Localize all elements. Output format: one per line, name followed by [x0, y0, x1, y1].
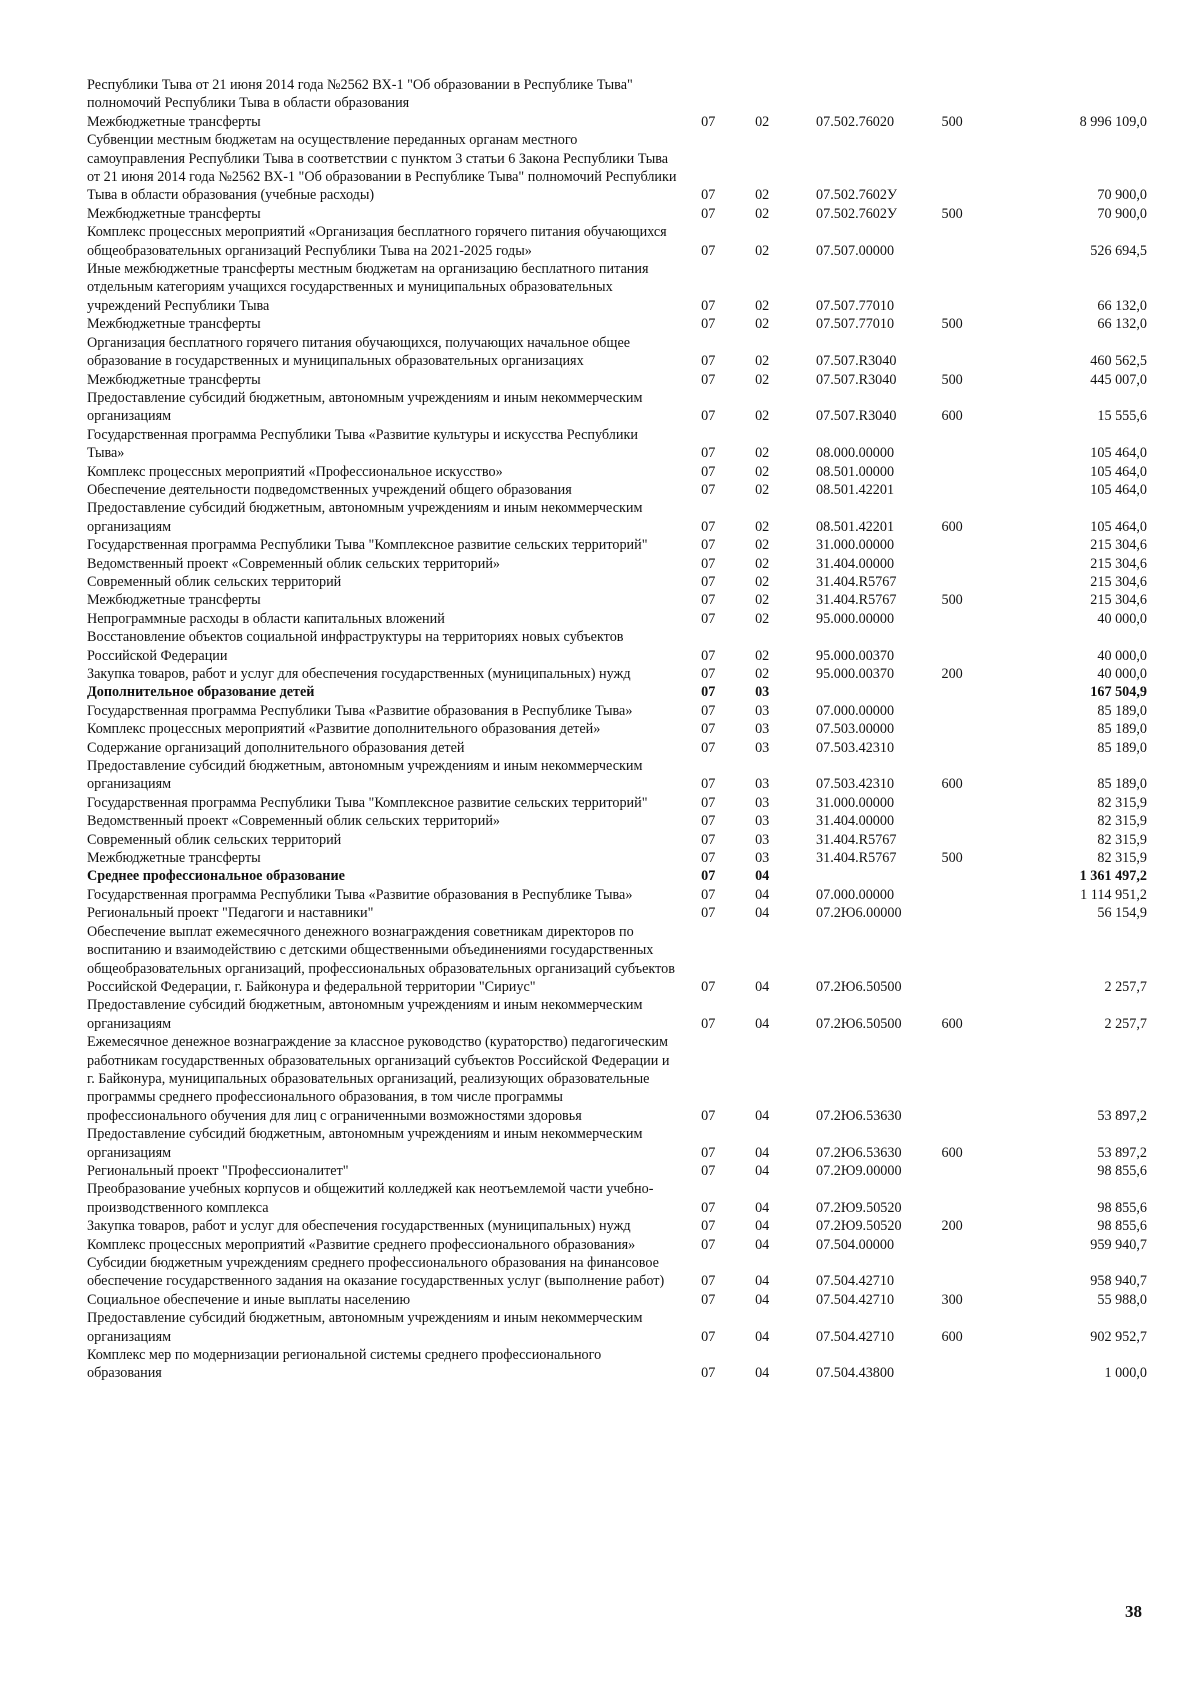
row-target-code: 07.507.77010 — [816, 297, 895, 314]
row-amount: 40 000,0 — [1097, 666, 1147, 682]
row-section: 07 — [701, 1291, 716, 1308]
row-amount: 66 132,0 — [1097, 316, 1147, 333]
row-amount: 526 694,5 — [1090, 242, 1147, 259]
row-section: 07 — [701, 739, 716, 756]
row-section: 07 — [701, 445, 716, 462]
row-name: Преобразование учебных корпусов и общежитий колледжей как неотъемлемой части учебно-производственного комплекса — [87, 1181, 654, 1216]
row-section: 07 — [701, 868, 716, 885]
row-subsection: 02 — [755, 113, 770, 130]
row-section: 07 — [701, 702, 716, 719]
row-amount: 66 132,0 — [1097, 297, 1147, 314]
table-row — [87, 371, 1147, 389]
row-name: Закупка товаров, работ и услуг для обеспечения государственных (муниципальных) нужд — [87, 666, 631, 682]
row-section: 07 — [701, 463, 716, 480]
row-section: 07 — [701, 813, 716, 830]
row-expense-type: 500 — [941, 205, 963, 222]
row-name: Социальное обеспечение и иные выплаты населению — [87, 1291, 411, 1308]
row-section: 07 — [701, 205, 716, 222]
row-subsection: 04 — [755, 1218, 770, 1235]
row-subsection: 02 — [755, 187, 770, 204]
row-section: 07 — [701, 721, 716, 738]
row-subsection: 02 — [755, 463, 770, 480]
row-amount: 105 464,0 — [1090, 445, 1147, 462]
row-target-code: 08.501.42201 — [816, 481, 895, 498]
row-expense-type: 500 — [941, 850, 963, 867]
table-row — [87, 1309, 1147, 1346]
row-amount: 1 114 951,2 — [1080, 886, 1147, 903]
table-row — [87, 812, 1147, 830]
row-name: Государственная программа Республики Тыва «Развитие образования в Республике Тыва» — [87, 886, 633, 903]
row-amount: 82 315,9 — [1097, 831, 1147, 848]
row-section: 07 — [701, 794, 716, 811]
row-name: Современный облик сельских территорий — [87, 573, 342, 590]
row-amount: 2 257,7 — [1104, 1015, 1147, 1032]
row-amount: 82 315,9 — [1097, 850, 1147, 867]
row-section: 07 — [701, 187, 716, 204]
row-target-code: 31.404.00000 — [816, 555, 895, 572]
row-subsection: 03 — [755, 721, 770, 738]
row-expense-type: 600 — [941, 408, 963, 425]
table-row — [87, 831, 1147, 849]
row-subsection: 02 — [755, 647, 770, 664]
row-target-code: 08.501.00000 — [816, 463, 895, 480]
row-subsection: 04 — [755, 1107, 770, 1124]
row-subsection: 02 — [755, 408, 770, 425]
row-subsection: 02 — [755, 573, 770, 590]
row-expense-type: 500 — [941, 592, 963, 609]
row-target-code: 07.000.00000 — [816, 702, 895, 719]
row-section: 07 — [701, 1107, 716, 1124]
row-target-code: 07.507.R3040 — [816, 371, 897, 388]
row-section: 07 — [701, 1162, 716, 1179]
row-target-code: 95.000.00370 — [816, 647, 895, 664]
row-amount: 53 897,2 — [1097, 1144, 1147, 1161]
row-name: Государственная программа Республики Тыва «Развитие образования в Республике Тыва» — [87, 702, 633, 719]
row-target-code: 31.000.00000 — [816, 794, 895, 811]
row-target-code: 07.2Ю9.00000 — [816, 1162, 902, 1179]
row-target-code: 07.507.R3040 — [816, 408, 897, 425]
row-subsection: 02 — [755, 205, 770, 222]
row-subsection: 04 — [755, 1365, 770, 1382]
row-section: 07 — [701, 831, 716, 848]
row-amount: 105 464,0 — [1090, 481, 1147, 498]
row-amount: 8 996 109,0 — [1079, 113, 1147, 130]
row-target-code: 07.2Ю9.50520 — [816, 1199, 902, 1216]
row-amount: 56 154,9 — [1097, 905, 1147, 922]
row-name: Субвенции местным бюджетам на осуществление переданных органам местного самоуправления Республики Тыва в соответствии с пунктом 3 статьи 6 Закона Республики Тыва от 21 июня 2014 года №2562 ВХ-1 "Об образовании в Республике Тыва" полномочий Республики Тыва в области образования (учебные расходы) — [87, 132, 677, 204]
row-amount: 55 988,0 — [1097, 1291, 1147, 1308]
table-row — [87, 536, 1147, 554]
row-amount: 70 900,0 — [1097, 187, 1147, 204]
row-target-code: 07.504.43800 — [816, 1365, 895, 1382]
row-name: Иные межбюджетные трансферты местным бюджетам на организацию бесплатного питания отдельным категориям учащихся государственных и муниципальных образовательных учреждений Республики Тыва — [87, 261, 649, 314]
row-name: Дополнительное образование детей — [87, 684, 315, 701]
row-name: Обеспечение выплат ежемесячного денежного вознаграждения советникам директоров по воспитанию и взаимодействию с детскими общественными объединениями государственных общеобразовательных организаций, профессиональных образовательных организаций субъектов Российской Федерации, г. Байконура и федеральной территории "Сириус" — [87, 923, 675, 995]
table-row — [87, 223, 1147, 260]
row-amount: 15 555,6 — [1097, 408, 1147, 425]
row-amount: 40 000,0 — [1097, 610, 1147, 627]
row-section: 07 — [701, 905, 716, 922]
table-row — [87, 886, 1147, 904]
table-row — [87, 1033, 1147, 1125]
row-amount: 215 304,6 — [1090, 537, 1147, 554]
row-subsection: 04 — [755, 1144, 770, 1161]
row-section: 07 — [701, 316, 716, 333]
row-subsection: 04 — [755, 886, 770, 903]
row-target-code: 31.404.R5767 — [816, 831, 897, 848]
row-name: Комплекс процессных мероприятий «Развитие дополнительного образования детей» — [87, 721, 601, 738]
row-subsection: 02 — [755, 555, 770, 572]
row-expense-type: 600 — [941, 1328, 963, 1345]
row-name: Региональный проект "Профессионалитет" — [87, 1162, 349, 1179]
row-amount: 85 189,0 — [1097, 776, 1147, 793]
row-name: Предоставление субсидий бюджетным, автономным учреждениям и иным некоммерческим организациям — [87, 500, 643, 535]
row-section: 07 — [701, 1015, 716, 1032]
table-row — [87, 1254, 1147, 1291]
row-target-code: 07.503.00000 — [816, 721, 895, 738]
table-row — [87, 739, 1147, 757]
row-amount: 82 315,9 — [1097, 813, 1147, 830]
row-name: Предоставление субсидий бюджетным, автономным учреждениям и иным некоммерческим организациям — [87, 389, 643, 425]
table-row — [87, 628, 1147, 665]
row-subsection: 02 — [755, 316, 770, 333]
row-amount: 445 007,0 — [1090, 371, 1147, 388]
row-amount: 1 000,0 — [1104, 1365, 1147, 1382]
row-amount: 959 940,7 — [1090, 1236, 1147, 1253]
row-subsection: 02 — [755, 353, 770, 370]
row-target-code: 31.404.R5767 — [816, 573, 897, 590]
table-row — [87, 1162, 1147, 1180]
table-row — [87, 665, 1147, 683]
row-subsection: 02 — [755, 242, 770, 259]
row-expense-type: 600 — [941, 1144, 963, 1161]
row-subsection: 02 — [755, 371, 770, 388]
row-subsection: 04 — [755, 1291, 770, 1308]
row-amount: 215 304,6 — [1090, 573, 1147, 590]
row-section: 07 — [701, 537, 716, 554]
row-target-code: 31.404.R5767 — [816, 850, 897, 867]
row-subsection: 02 — [755, 518, 770, 535]
row-expense-type: 300 — [941, 1291, 963, 1308]
row-section: 07 — [701, 647, 716, 664]
row-amount: 85 189,0 — [1097, 702, 1147, 719]
row-name: Восстановление объектов социальной инфраструктуры на территориях новых субъектов Российской Федерации — [87, 629, 624, 664]
table-row — [87, 1180, 1147, 1217]
row-section: 07 — [701, 242, 716, 259]
row-target-code: 07.503.42310 — [816, 776, 895, 793]
row-subsection: 02 — [755, 481, 770, 498]
table-row — [87, 555, 1147, 573]
row-amount: 98 855,6 — [1097, 1162, 1147, 1179]
row-expense-type: 500 — [941, 113, 963, 130]
row-target-code: 07.502.7602У — [816, 187, 898, 204]
row-expense-type: 600 — [941, 518, 963, 535]
row-target-code: 07.2Ю6.00000 — [816, 905, 902, 922]
table-row — [87, 205, 1147, 223]
row-name: Субсидии бюджетным учреждениям среднего профессионального образования на финансовое обеспечение государственного задания на оказание государственных услуг (выполнение работ) — [87, 1255, 665, 1290]
row-target-code: 31.404.R5767 — [816, 592, 897, 609]
row-subsection: 02 — [755, 445, 770, 462]
row-subsection: 03 — [755, 702, 770, 719]
row-name: Межбюджетные трансферты — [87, 850, 261, 867]
row-name: Государственная программа Республики Тыва "Комплексное развитие сельских территорий" — [87, 794, 648, 811]
row-target-code: 07.504.42710 — [816, 1291, 895, 1308]
row-section: 07 — [701, 353, 716, 370]
row-target-code: 07.504.42710 — [816, 1328, 895, 1345]
row-section: 07 — [701, 371, 716, 388]
row-name: Предоставление субсидий бюджетным, автономным учреждениям и иным некоммерческим организациям — [87, 997, 643, 1032]
row-section: 07 — [701, 1236, 716, 1253]
row-subsection: 04 — [755, 1236, 770, 1253]
row-target-code: 31.000.00000 — [816, 537, 895, 554]
row-target-code: 07.502.76020 — [816, 113, 895, 130]
row-name: Закупка товаров, работ и услуг для обеспечения государственных (муниципальных) нужд — [87, 1218, 631, 1235]
row-subsection: 04 — [755, 1199, 770, 1216]
table-row — [87, 463, 1147, 481]
row-amount: 53 897,2 — [1097, 1107, 1147, 1124]
table-row — [87, 76, 1147, 113]
table-row — [87, 481, 1147, 499]
row-section: 07 — [701, 1218, 716, 1235]
row-subsection: 04 — [755, 1273, 770, 1290]
row-target-code: 07.507.77010 — [816, 316, 895, 333]
row-section: 07 — [701, 555, 716, 572]
row-section: 07 — [701, 573, 716, 590]
table-row — [87, 702, 1147, 720]
table-row — [87, 923, 1147, 997]
row-target-code: 07.2Ю6.50500 — [816, 978, 902, 995]
row-name: Государственная программа Республики Тыва «Развитие культуры и искусства Республики Тыва» — [87, 426, 638, 462]
row-section: 07 — [701, 850, 716, 867]
row-target-code: 07.2Ю6.53630 — [816, 1144, 902, 1161]
page-number: 38 — [1125, 1602, 1142, 1621]
row-section: 07 — [701, 886, 716, 903]
row-section: 07 — [701, 1199, 716, 1216]
row-amount: 2 257,7 — [1104, 978, 1147, 995]
row-subsection: 04 — [755, 905, 770, 922]
row-name: Комплекс процессных мероприятий «Профессиональное искусство» — [87, 463, 503, 480]
row-target-code: 07.000.00000 — [816, 886, 895, 903]
row-subsection: 04 — [755, 1162, 770, 1179]
table-row — [87, 389, 1147, 426]
table-row — [87, 904, 1147, 922]
row-subsection: 04 — [755, 868, 770, 885]
row-target-code: 95.000.00000 — [816, 610, 895, 627]
row-name: Содержание организаций дополнительного образования детей — [87, 739, 465, 756]
row-section: 07 — [701, 518, 716, 535]
row-amount: 215 304,6 — [1090, 592, 1147, 609]
row-subsection: 03 — [755, 776, 770, 793]
row-name: Предоставление субсидий бюджетным, автономным учреждениям и иным некоммерческим организациям — [87, 758, 643, 793]
row-target-code: 08.501.42201 — [816, 518, 895, 535]
row-target-code: 07.2Ю6.50500 — [816, 1015, 902, 1032]
row-amount: 70 900,0 — [1097, 205, 1147, 222]
row-target-code: 07.504.42710 — [816, 1273, 895, 1290]
row-target-code: 07.503.42310 — [816, 739, 895, 756]
row-name: Ведомственный проект «Современный облик сельских территорий» — [87, 555, 501, 572]
row-subsection: 03 — [755, 831, 770, 848]
row-name: Межбюджетные трансферты — [87, 113, 261, 130]
row-name: Предоставление субсидий бюджетным, автономным учреждениям и иным некоммерческим организациям — [87, 1126, 643, 1161]
row-subsection: 03 — [755, 850, 770, 867]
table-row — [87, 573, 1147, 591]
row-name: Республики Тыва от 21 июня 2014 года №2562 ВХ-1 "Об образовании в Республике Тыва" полномочий Республики Тыва в области образования — [87, 77, 633, 112]
row-name: Региональный проект "Педагоги и наставники" — [87, 905, 374, 922]
row-name: Предоставление субсидий бюджетным, автономным учреждениям и иным некоммерческим организациям — [87, 1310, 643, 1345]
row-name: Организация бесплатного горячего питания обучающихся, получающих начальное общее образование в государственных и муниципальных образовательных организациях — [87, 334, 631, 370]
row-section: 07 — [701, 297, 716, 314]
row-section: 07 — [701, 408, 716, 425]
row-amount: 105 464,0 — [1090, 463, 1147, 480]
row-expense-type: 500 — [941, 371, 963, 388]
row-section: 07 — [701, 592, 716, 609]
row-name: Межбюджетные трансферты — [87, 592, 261, 609]
row-section: 07 — [701, 1144, 716, 1161]
row-name: Непрограммные расходы в области капитальных вложений — [87, 610, 445, 627]
table-row — [87, 113, 1147, 131]
table-row — [87, 1236, 1147, 1254]
row-expense-type: 500 — [941, 316, 963, 333]
row-name: Обеспечение деятельности подведомственных учреждений общего образования — [87, 481, 572, 498]
row-subsection: 02 — [755, 666, 770, 682]
row-expense-type: 200 — [941, 666, 963, 682]
row-section: 07 — [701, 481, 716, 498]
row-name: Межбюджетные трансферты — [87, 316, 261, 333]
row-expense-type: 600 — [941, 1015, 963, 1032]
budget-table — [87, 76, 1147, 1383]
table-row — [87, 1217, 1147, 1235]
row-section: 07 — [701, 1365, 716, 1382]
row-target-code: 95.000.00370 — [816, 666, 895, 682]
row-amount: 98 855,6 — [1097, 1199, 1147, 1216]
table-row — [87, 867, 1147, 885]
table-row — [87, 757, 1147, 794]
table-row — [87, 334, 1147, 371]
row-amount: 1 361 497,2 — [1079, 868, 1147, 885]
row-amount: 105 464,0 — [1090, 518, 1147, 535]
table-row — [87, 260, 1147, 315]
row-subsection: 02 — [755, 610, 770, 627]
row-amount: 85 189,0 — [1097, 739, 1147, 756]
row-name: Комплекс процессных мероприятий «Развитие среднего профессионального образования» — [87, 1236, 636, 1253]
row-subsection: 02 — [755, 297, 770, 314]
table-row — [87, 1346, 1147, 1383]
row-name: Межбюджетные трансферты — [87, 371, 261, 388]
row-amount: 40 000,0 — [1097, 647, 1147, 664]
row-section: 07 — [701, 666, 716, 682]
row-name: Межбюджетные трансферты — [87, 205, 261, 222]
row-subsection: 02 — [755, 537, 770, 554]
row-section: 07 — [701, 1328, 716, 1345]
row-amount: 98 855,6 — [1097, 1218, 1147, 1235]
row-name: Ежемесячное денежное вознаграждение за классное руководство (кураторство) педагогическим работникам государственных образовательных организаций субъектов Российской Федерации и г. Байконура, муниципальных образовательных организаций, реализующих образовательные программы среднего профессионального образования, в том числе программы профессионального обучения для лиц с ограниченными возможностями здоровья — [87, 1034, 670, 1124]
table-row — [87, 591, 1147, 609]
row-amount: 167 504,9 — [1090, 684, 1147, 701]
row-target-code: 07.504.00000 — [816, 1236, 895, 1253]
row-subsection: 02 — [755, 592, 770, 609]
row-subsection: 04 — [755, 1328, 770, 1345]
table-row — [87, 426, 1147, 463]
table-row — [87, 1291, 1147, 1309]
row-target-code: 07.2Ю6.53630 — [816, 1107, 902, 1124]
row-expense-type: 200 — [941, 1218, 963, 1235]
row-target-code: 07.507.R3040 — [816, 353, 897, 370]
row-name: Ведомственный проект «Современный облик сельских территорий» — [87, 813, 501, 830]
table-row — [87, 849, 1147, 867]
row-subsection: 04 — [755, 978, 770, 995]
row-target-code: 08.000.00000 — [816, 445, 895, 462]
row-name: Комплекс мер по модернизации региональной системы среднего профессионального образования — [87, 1347, 602, 1382]
table-row — [87, 683, 1147, 701]
row-subsection: 04 — [755, 1015, 770, 1032]
row-amount: 460 562,5 — [1090, 353, 1147, 370]
row-target-code: 31.404.00000 — [816, 813, 895, 830]
row-section: 07 — [701, 113, 716, 130]
table-row — [87, 720, 1147, 738]
table-row — [87, 1125, 1147, 1162]
row-subsection: 03 — [755, 813, 770, 830]
table-row — [87, 996, 1147, 1033]
row-section: 07 — [701, 610, 716, 627]
row-section: 07 — [701, 1273, 716, 1290]
row-amount: 958 940,7 — [1090, 1273, 1147, 1290]
row-target-code: 07.507.00000 — [816, 242, 895, 259]
row-name: Среднее профессиональное образование — [87, 868, 345, 885]
row-subsection: 03 — [755, 794, 770, 811]
row-section: 07 — [701, 978, 716, 995]
row-target-code: 07.2Ю9.50520 — [816, 1218, 902, 1235]
row-name: Современный облик сельских территорий — [87, 831, 342, 848]
row-amount: 85 189,0 — [1097, 721, 1147, 738]
table-row — [87, 610, 1147, 628]
row-subsection: 03 — [755, 739, 770, 756]
table-row — [87, 315, 1147, 333]
row-amount: 902 952,7 — [1090, 1328, 1147, 1345]
table-row — [87, 499, 1147, 536]
row-amount: 215 304,6 — [1090, 555, 1147, 572]
row-name: Государственная программа Республики Тыва "Комплексное развитие сельских территорий" — [87, 537, 648, 554]
row-subsection: 03 — [755, 684, 770, 701]
row-section: 07 — [701, 776, 716, 793]
table-row — [87, 131, 1147, 205]
row-section: 07 — [701, 684, 716, 701]
row-amount: 82 315,9 — [1097, 794, 1147, 811]
table-row — [87, 794, 1147, 812]
row-target-code: 07.502.7602У — [816, 205, 898, 222]
row-name: Комплекс процессных мероприятий «Организация бесплатного горячего питания обучающихся общеобразовательных организаций Республики Тыва на 2021-2025 годы» — [87, 224, 667, 259]
row-expense-type: 600 — [941, 776, 963, 793]
